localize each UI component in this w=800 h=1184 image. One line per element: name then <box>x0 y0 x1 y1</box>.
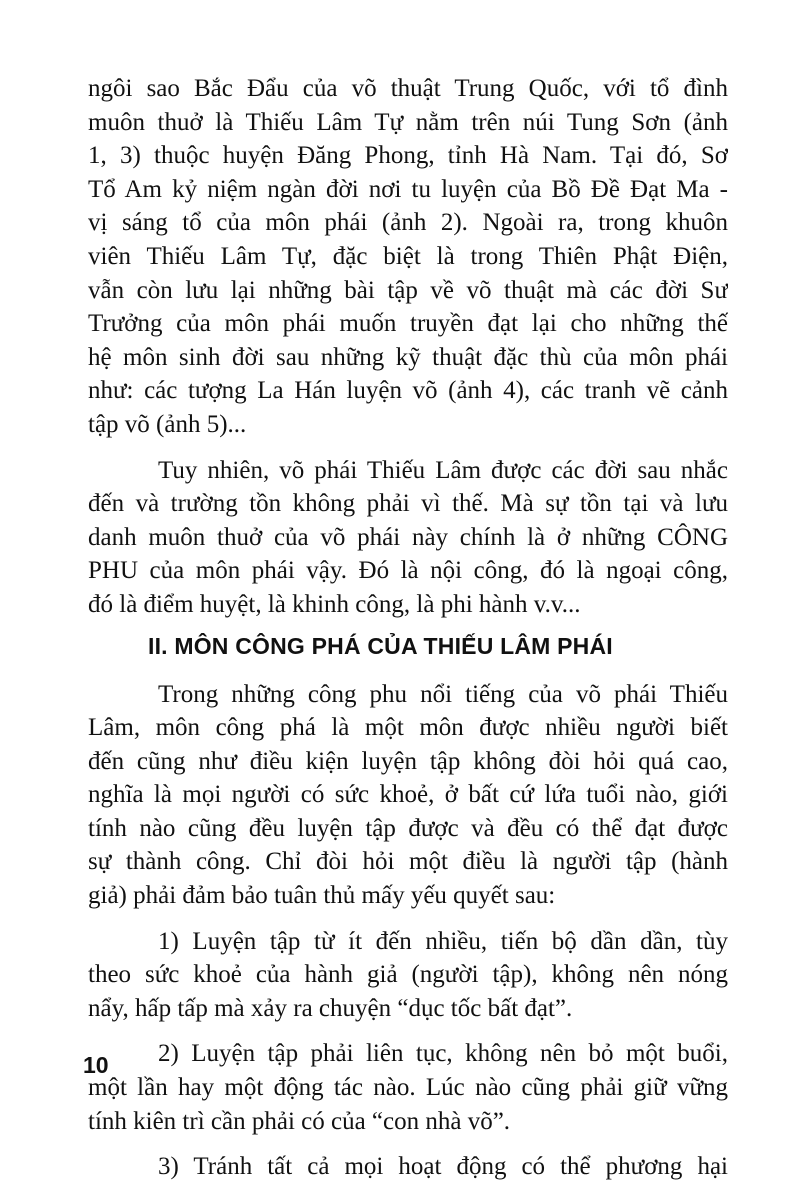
paragraph-intro <box>88 72 728 442</box>
text-line: PHU của môn phái vậy. Đó là nội công, đó là ngoại công, <box>88 557 728 585</box>
text-line: vẫn còn lưu lại những bài tập về võ thuật mà các đời Sư <box>88 276 728 304</box>
text-line: đến cũng như điều kiện luyện tập không đòi hỏi quá cao, <box>88 747 728 775</box>
text-line: một lần hay một động tác nào. Lúc nào cũng phải giữ vững <box>88 1074 728 1102</box>
text-line: Trưởng của môn phái muốn truyền đạt lại cho những thế <box>88 310 728 338</box>
text-line: muôn thuở là Thiếu Lâm Tự nằm trên núi Tung Sơn (ảnh <box>88 108 728 136</box>
rule-item-1 <box>88 925 728 1026</box>
text-line: 1) Luyện tập từ ít đến nhiều, tiến bộ dần dần, tùy <box>158 927 728 955</box>
text-line: đó là điểm huyệt, là khinh công, là phi hành v.v... <box>88 590 581 618</box>
text-line: đến và trường tồn không phải vì thế. Mà sự tồn tại và lưu <box>88 490 728 518</box>
text-line: ngôi sao Bắc Đẩu của võ thuật Trung Quốc, với tổ đình <box>88 75 728 102</box>
page-number: 10 <box>83 1052 109 1078</box>
text-line: giả) phải đảm bảo tuân thủ mấy yếu quyết sau: <box>88 882 556 910</box>
text-line: như: các tượng La Hán luyện võ (ảnh 4), các tranh vẽ cảnh <box>88 377 728 405</box>
text-line: sự thành công. Chỉ đòi hỏi một điều là người tập (hành <box>88 848 728 876</box>
text-line: theo sức khoẻ của hành giả (người tập), không nên nóng <box>88 961 728 989</box>
text-line: tập võ (ảnh 5)... <box>88 410 247 438</box>
text-line: danh muôn thuở của võ phái này chính là ở những CÔNG <box>88 523 728 551</box>
text-line: tính kiên trì cần phải có của “con nhà võ”. <box>88 1107 511 1135</box>
section-heading: II. MÔN CÔNG PHÁ CỦA THIẾU LÂM PHÁI <box>148 632 613 659</box>
text-line: viên Thiếu Lâm Tự, đặc biệt là trong Thiên Phật Điện, <box>88 242 728 270</box>
text-line: 2) Luyện tập phải liên tục, không nên bỏ một buổi, <box>158 1040 728 1068</box>
paragraph-cong-pha <box>88 678 728 913</box>
text-line: hệ môn sinh đời sau những kỹ thuật đặc thù của môn phái <box>88 343 728 371</box>
text-line: nẩy, hấp tấp mà xảy ra chuyện “dục tốc bất đạt”. <box>88 994 573 1022</box>
text-line: tính nào cũng đều luyện tập được và đều có thể đạt được <box>88 814 728 842</box>
text-line: nghĩa là mọi người có sức khoẻ, ở bất cứ lứa tuổi nào, giới <box>88 781 728 809</box>
text-line: Trong những công phu nổi tiếng của võ phái Thiếu <box>158 680 728 708</box>
rule-item-3 <box>88 1150 728 1184</box>
paragraph-kungfu <box>88 454 728 622</box>
text-line: Lâm, môn công phá là một môn được nhiều người biết <box>88 714 728 742</box>
text-line: Tuy nhiên, võ phái Thiếu Lâm được các đời sau nhắc <box>158 456 728 484</box>
text-line: 3) Tránh tất cả mọi hoạt động có thể phương hại <box>158 1153 728 1181</box>
text-line: 1, 3) thuộc huyện Đăng Phong, tỉnh Hà Nam. Tại đó, Sơ <box>88 142 728 170</box>
page-body <box>88 72 728 1184</box>
rule-item-2 <box>88 1037 728 1138</box>
text-line: Tổ Am kỷ niệm ngàn đời nơi tu luyện của Bồ Đề Đạt Ma - <box>88 175 728 203</box>
text-line: vị sáng tổ của môn phái (ảnh 2). Ngoài ra, trong khuôn <box>88 209 728 237</box>
